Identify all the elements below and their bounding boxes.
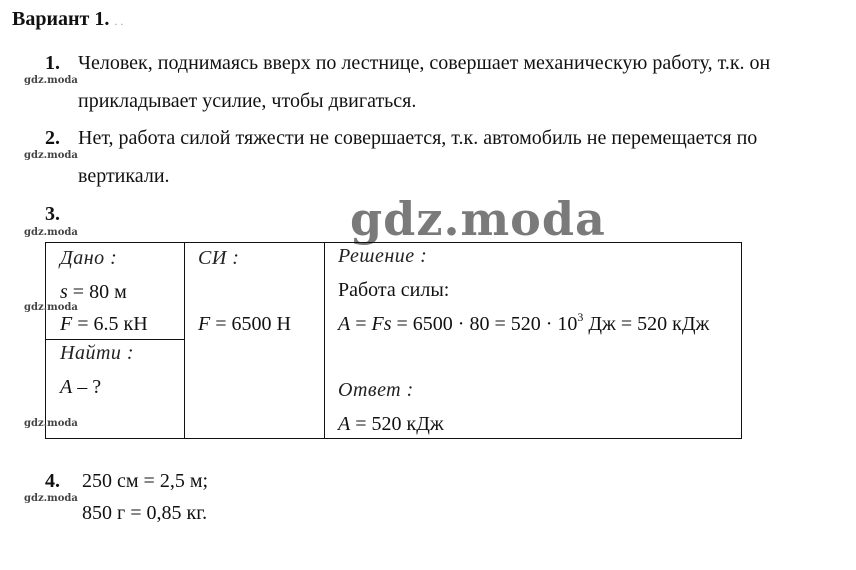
- si-number: = 6500 Н: [215, 313, 291, 335]
- find-value: [60, 376, 101, 399]
- answer-value: [338, 413, 444, 436]
- si-header: СИ :: [198, 247, 240, 269]
- watermark-small: gdz.moda: [24, 150, 78, 161]
- watermark-small: gdz.moda: [24, 75, 78, 86]
- answer-var: A: [338, 413, 351, 435]
- formula-Fs: Fs: [371, 313, 392, 335]
- solution-header: Решение :: [338, 245, 428, 267]
- given-s: [60, 281, 127, 304]
- given-header: Дано :: [60, 247, 118, 269]
- si-value: [198, 313, 291, 336]
- item-1-line-1: Человек, поднимаясь вверх по лестнице, совершает механическую работу, т.к. он: [78, 52, 771, 74]
- table-divider: [324, 243, 325, 438]
- item-4-line-1: 250 см = 2,5 м;: [82, 470, 209, 492]
- item-3-number: 3.: [45, 203, 60, 225]
- watermark-small: gdz.moda: [24, 418, 78, 429]
- item-1-number: 1.: [45, 52, 60, 74]
- formula-rest: = 6500 · 80 = 520 · 10: [391, 313, 578, 335]
- watermark-small: gdz.moda: [24, 302, 78, 313]
- item-2-number: 2.: [45, 127, 60, 149]
- item-4-line-2: 850 г = 0,85 кг.: [82, 502, 208, 524]
- title-text: Вариант 1.: [12, 8, 110, 30]
- formula-exponent: 3: [577, 310, 584, 324]
- formula-A: A: [338, 313, 351, 335]
- item-2-line-2: вертикали.: [78, 165, 170, 187]
- find-header: Найти :: [60, 342, 135, 364]
- solution-formula: [338, 310, 710, 336]
- formula-eq: =: [350, 313, 372, 335]
- find-question: – ?: [77, 376, 102, 398]
- answer-header: Ответ :: [338, 379, 414, 401]
- given-s-value: = 80 м: [72, 281, 127, 303]
- title-dots: . .: [114, 14, 124, 28]
- given-F-var: F: [60, 313, 73, 335]
- watermark-small: gdz.moda: [24, 493, 78, 504]
- table-divider: [46, 339, 184, 340]
- find-var: A: [60, 376, 73, 398]
- item-2-line-1: Нет, работа силой тяжести не совершается, т.к. автомобиль не перемещается по: [78, 127, 758, 149]
- given-F: [60, 313, 148, 336]
- item-4-number: 4.: [45, 470, 60, 492]
- item-1-line-2: прикладывает усилие, чтобы двигаться.: [78, 90, 417, 112]
- answer-number: = 520 кДж: [350, 413, 444, 435]
- given-s-var: s: [60, 281, 68, 303]
- formula-tail: Дж = 520 кДж: [583, 313, 710, 335]
- solution-text: Работа силы:: [338, 279, 450, 301]
- si-var: F: [198, 313, 211, 335]
- watermark-large: gdz.moda: [350, 192, 606, 246]
- table-divider: [184, 243, 185, 438]
- page-title: [12, 8, 123, 31]
- given-F-value: = 6.5 кН: [77, 313, 148, 335]
- problem-table: [45, 242, 742, 439]
- watermark-small: gdz.moda: [24, 227, 78, 238]
